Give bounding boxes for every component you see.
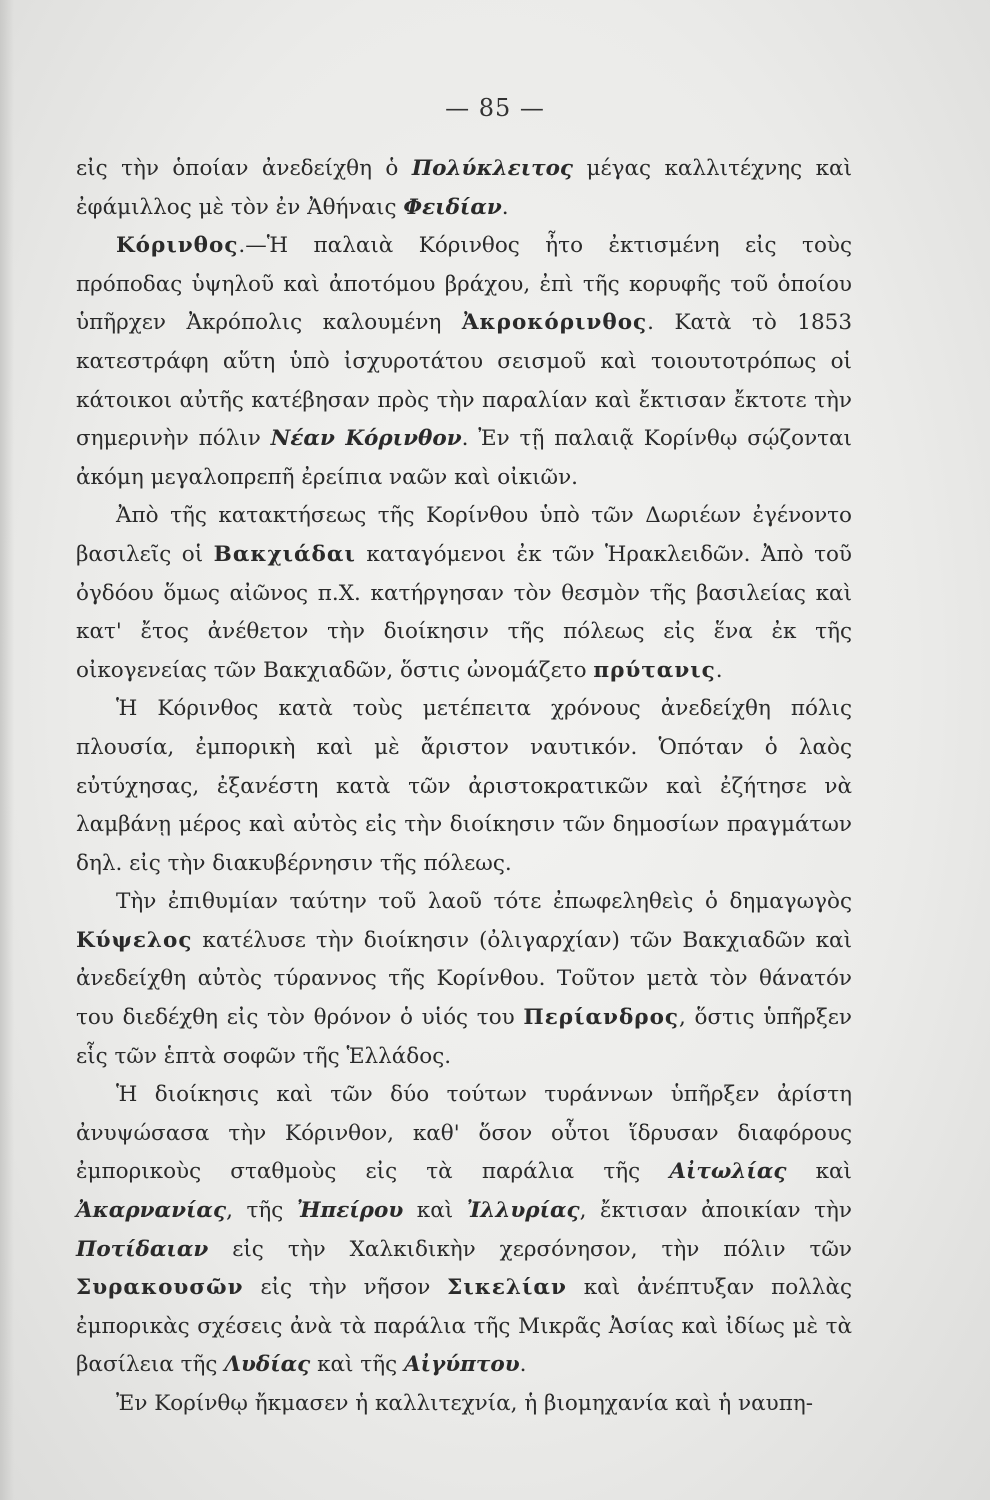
text-run: Ἐν Κορίνθῳ ἤκμασεν ἡ καλλιτεχνία, ἡ βιομηχανία καὶ ἡ ναυπη-	[116, 1391, 813, 1416]
text-run: μέγας καλλιτέχνης καὶ ἐφάμιλλος μὲ τὸν ἐν Ἀθήναις	[76, 156, 852, 220]
text-run: καὶ	[786, 1159, 852, 1185]
emphasized-term: Κύψελος	[76, 927, 193, 953]
text-run: καταγόμενοι ἐκ τῶν Ἡρακλειδῶν. Ἀπὸ τοῦ ὀγδόου ὅμως αἰῶνος π.Χ. κατήργησαν τὸν θεσμὸν τῆς βασιλείας καὶ κατ' ἔτος ἀνέθετον τὴν διοίκησιν τῆς πόλεως εἰς ἕνα ἐκ τῆς οἰκογενείας τῶν Βακχιαδῶν, ὅστις ὠνομάζετο	[76, 541, 852, 683]
emphasized-term: Ποτίδαιαν	[76, 1236, 209, 1262]
emphasized-term: Συρακουσῶν	[76, 1275, 244, 1301]
text-run: Ἀπὸ τῆς κατακτήσεως τῆς Κορίνθου ὑπὸ τῶν Δωριέων ἐγένοντο βασιλεῖς οἱ	[76, 503, 852, 567]
emphasized-term: Αἰτωλίας	[669, 1159, 787, 1185]
text-run: Ἡ διοίκησις καὶ τῶν δύο τούτων τυράννων ὑπῆρξεν ἀρίστη ἀνυψώσασα τὴν Κόρινθον, καθ' ὅσον οὗτοι ἵδρυσαν διαφόρους ἐμπορικοὺς σταθμοὺς εἰς τὰ παράλια τῆς	[76, 1082, 852, 1185]
emphasized-term: Νέαν Κόρινθον	[270, 426, 462, 452]
text-run: , τῆς	[226, 1198, 297, 1224]
paragraph-1	[76, 150, 852, 227]
emphasized-term: Αἰγύπτου	[403, 1352, 520, 1378]
text-run: , ἔκτισαν ἀποικίαν τὴν	[579, 1198, 853, 1224]
text-run: εἰς τὴν ὁποίαν ἀνεδείχθη ὁ	[76, 156, 412, 181]
text-run: Τὴν ἐπιθυμίαν ταύτην τοῦ λαοῦ τότε ἐπωφεληθεὶς ὁ δημαγωγὸς	[116, 889, 852, 915]
text-run: κατέλυσε τὴν διοίκησιν (ὀλιγαρχίαν) τῶν Βακχιαδῶν καὶ ἀνεδείχθη αὐτὸς τύραννος τῆς Κορίνθου. Τοῦτον μετὰ τὸν θάνατόν του διεδέχθη εἰς τὸν θρόνον ὁ υἱός του	[76, 927, 852, 1031]
emphasized-term: Περίανδρος	[523, 1005, 680, 1031]
body-text	[76, 150, 852, 1424]
emphasized-term: Σικελίαν	[447, 1275, 567, 1301]
paragraph-6	[76, 1076, 852, 1385]
paragraph-4	[76, 690, 852, 883]
emphasized-term: Ἠπείρου	[296, 1198, 404, 1224]
page-number: — 85 —	[445, 94, 545, 122]
emphasized-term: Λυδίας	[224, 1352, 311, 1378]
text-run: εἰς τὴν Χαλκιδικὴν χερσόνησον, τὴν πόλιν τῶν	[208, 1236, 852, 1262]
text-run: καὶ	[403, 1198, 467, 1224]
text-run: .	[519, 1352, 527, 1378]
emphasized-term: Ἀκροκόρινθος	[461, 310, 648, 336]
text-run: . Ἐν τῇ παλαιᾷ Κορίνθῳ σῴζονται ἀκόμη μεγαλοπρεπῆ ἐρείπια ναῶν καὶ οἰκιῶν.	[76, 426, 852, 490]
paragraph-2	[76, 227, 852, 497]
paragraph-3	[76, 497, 852, 690]
text-run: .—Ἡ παλαιὰ Κόρινθος ἦτο ἐκτισμένη εἰς τοὺς πρόποδας ὑψηλοῦ καὶ ἀποτόμου βράχου, ἐπὶ τῆς κορυφῆς τοῦ ὁποίου ὑπῆρχεν Ἀκρόπολις καλουμένη	[76, 233, 852, 336]
emphasized-term: πρύτανις	[593, 657, 716, 683]
text-run: . Κατὰ τὸ 1853 κατεστράφη αὕτη ὑπὸ ἰσχυροτάτου σεισμοῦ καὶ τοιουτοτρόπως οἱ κάτοικοι αὐτῆς κατέβησαν πρὸς τὴν παραλίαν καὶ ἔκτισαν ἔκτοτε τὴν σημερινὴν πόλιν	[76, 310, 853, 452]
text-run: .	[715, 657, 723, 683]
text-run: εἰς τὴν νῆσον	[243, 1275, 448, 1301]
text-run: καὶ τῆς	[310, 1352, 404, 1378]
text-run: .	[501, 194, 509, 220]
emphasized-term: Ἰλλυρίας	[466, 1198, 580, 1224]
text-run: Ἡ Κόρινθος κατὰ τοὺς μετέπειτα χρόνους ἀνεδείχθη πόλις πλουσία, ἐμπορικὴ καὶ μὲ ἄριστον ναυτικόν. Ὁπόταν ὁ λαὸς εὐτύχησας, ἐξανέστη κατὰ τῶν ἀριστοκρατικῶν καὶ ἐζήτησε νὰ λαμβάνῃ μέρος καὶ αὐτὸς εἰς τὴν διοίκησιν τῶν δημοσίων πραγμάτων δηλ. εἰς τὴν διακυβέρνησιν τῆς πόλεως.	[76, 696, 852, 876]
paragraph-7	[76, 1385, 852, 1424]
emphasized-term: Βακχιάδαι	[213, 541, 356, 567]
emphasized-term: Κόρινθος	[116, 233, 239, 259]
emphasized-term: Πολύκλειτος	[411, 156, 574, 181]
emphasized-term: Ἀκαρνανίας	[76, 1198, 227, 1224]
text-run: , ὅστις ὑπῆρξεν εἷς τῶν ἑπτὰ σοφῶν τῆς Ἑλλάδος.	[76, 1005, 853, 1069]
page-edge-shadow	[0, 0, 14, 1500]
text-run: καὶ ἀνέπτυξαν πολλὰς ἐμπορικὰς σχέσεις ἀνὰ τὰ παράλια τῆς Μικρᾶς Ἀσίας καὶ ἰδίως μὲ τὰ βασίλεια τῆς	[76, 1275, 852, 1378]
emphasized-term: Φειδίαν	[403, 194, 502, 220]
paragraph-5	[76, 883, 852, 1076]
